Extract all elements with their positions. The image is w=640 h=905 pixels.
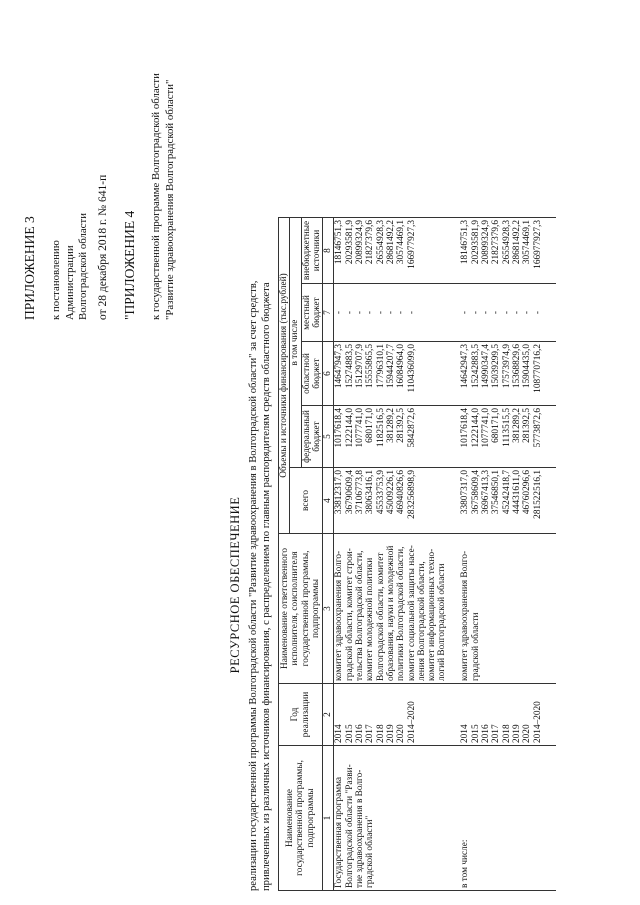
local-value: - [522, 310, 533, 315]
extra-value: 28681492,2 [385, 220, 396, 265]
executor-line: комитет молодежной политики [365, 557, 376, 681]
program-ref-line: "Развитие здравоохранения Волгоградской области" [163, 79, 176, 320]
subtitle-line: реализации государственной программы Волгоградской области "Развитие здравоохранения в Волгоградской области" за счет средств, [248, 280, 259, 891]
year-value: 2020 [522, 724, 533, 743]
executor-line: Волгоградской области, комитет [375, 552, 386, 681]
col-number: 1 [323, 746, 334, 891]
header-executor: Наименование ответственного исполнителя, соисполнителя государственной программы, подпрограммы [279, 534, 323, 684]
total-value: 37106773,8 [355, 470, 366, 515]
federal-value: 1077741,0 [481, 408, 492, 448]
year-value: 2015 [470, 724, 481, 743]
decree-reference [50, 213, 91, 320]
col-number: 8 [323, 218, 334, 284]
header-year: Год реализации [279, 684, 323, 746]
program-name-cell [452, 746, 556, 891]
col-number: 4 [323, 468, 334, 534]
header-regional: областной бюджет [301, 342, 323, 406]
extra-cell [452, 218, 556, 284]
local-value: - [365, 310, 376, 315]
total-value: 46760296,6 [522, 470, 533, 515]
extra-value: 20293581,9 [344, 220, 355, 265]
extra-value: 18146751,3 [460, 220, 471, 265]
regional-value: 14642947,3 [460, 344, 471, 389]
federal-value: 381289,2 [511, 408, 522, 443]
year-value: 2018 [501, 724, 512, 743]
executor-cell [452, 534, 556, 684]
regional-value: 108770716,2 [532, 344, 543, 393]
col-number: 6 [323, 342, 334, 406]
federal-value: 281392,5 [522, 408, 533, 443]
local-value: - [532, 310, 543, 315]
federal-value: 5773872,6 [532, 408, 543, 448]
year-value: 2019 [385, 724, 396, 743]
regional-value: 15904435,0 [522, 344, 533, 389]
federal-value: 1113515,5 [501, 408, 512, 447]
local-value: - [334, 310, 345, 315]
header-extra: внебюджетные источники [301, 218, 323, 284]
total-value: 33812317,0 [334, 470, 345, 515]
total-value: 36967413,3 [481, 470, 492, 515]
decree-date: от 28 декабря 2018 г. № 641-п [97, 174, 109, 320]
total-value: 44431611,0 [511, 470, 522, 514]
extra-cell [334, 218, 453, 284]
total-cell [334, 468, 453, 534]
total-value: 45242418,7 [501, 470, 512, 515]
year-value: 2015 [344, 724, 355, 743]
column-number-row [323, 218, 334, 891]
local-value: - [396, 310, 407, 315]
col-number: 7 [323, 284, 334, 342]
header-incl: в том числе [290, 218, 301, 468]
regional-value: 17796310,1 [375, 344, 386, 389]
header-name: Наименование государственной программы, подпрограммы [279, 746, 323, 891]
year-cell [452, 684, 556, 746]
federal-value: 1017618,4 [460, 408, 471, 448]
federal-value: 1222144,0 [470, 408, 481, 448]
executor-line: политики Волгоградской области, [396, 546, 407, 681]
document-title: РЕСУРСНОЕ ОБЕСПЕЧЕНИЕ [228, 496, 242, 674]
local-cell [452, 284, 556, 342]
local-cell [334, 284, 453, 342]
extra-value: 21827379,6 [365, 220, 376, 265]
local-value: - [344, 310, 355, 315]
program-ref-line: к государственной программе Волгоградской области [150, 73, 162, 320]
col-number: 3 [323, 534, 334, 684]
extra-value: 21827379,6 [491, 220, 502, 265]
table-row [334, 218, 453, 891]
appendix4-title: "ПРИЛОЖЕНИЕ 4 [122, 210, 137, 320]
local-value: - [355, 310, 366, 315]
header-volumes: Объемы и источники финансирования (тыс.рублей) [279, 218, 290, 534]
decree-line: Администрации [63, 245, 76, 320]
total-value: 45533753,9 [375, 470, 386, 515]
regional-value: 14647947,3 [334, 344, 345, 389]
name-line: в том числе: [460, 839, 471, 888]
name-line: Государственная программа [334, 776, 345, 888]
regional-cell [452, 342, 556, 406]
executor-line: логий Волгоградской области [437, 563, 448, 681]
federal-cell [334, 406, 453, 468]
executor-line: градской области, комитет строи- [344, 548, 355, 681]
decree-line: Волгоградской области [77, 213, 89, 320]
name-line: Волгоградской области "Разви- [344, 764, 355, 888]
name-line: тие здравоохранения в Волго- [355, 769, 366, 888]
executor-line: комитет социальной защиты насе- [406, 545, 417, 681]
regional-value: 15242883,5 [470, 344, 481, 389]
year-value: 2014–2020 [406, 701, 417, 743]
decree-line: к постановлению [50, 240, 62, 320]
local-value: - [511, 310, 522, 315]
extra-value: 18146751,3 [334, 220, 345, 265]
col-number: 5 [323, 406, 334, 468]
extra-value: 166977927,3 [406, 220, 417, 269]
local-value: - [385, 310, 396, 315]
total-value: 36758609,4 [470, 470, 481, 515]
year-value: 2020 [396, 724, 407, 743]
federal-value: 5842872,6 [406, 408, 417, 448]
col-number: 2 [323, 684, 334, 746]
appendix-title: ПРИЛОЖЕНИЕ 3 [22, 216, 37, 320]
header-total: всего [290, 468, 323, 534]
year-value: 2018 [375, 724, 386, 743]
executor-cell [334, 534, 453, 684]
federal-value: 281392,5 [396, 408, 407, 443]
local-value: - [481, 310, 492, 315]
extra-value: 166977927,3 [532, 220, 543, 269]
federal-value: 1077741,0 [355, 408, 366, 448]
year-value: 2014–2020 [532, 701, 543, 743]
program-name-cell [334, 746, 453, 891]
local-value: - [501, 310, 512, 315]
regional-value: 15274883,5 [344, 344, 355, 389]
year-value: 2016 [355, 724, 366, 743]
year-value: 2014 [460, 724, 471, 743]
year-value: 2017 [365, 724, 376, 743]
extra-value: 20293581,9 [470, 220, 481, 265]
program-reference [150, 73, 177, 320]
local-value: - [460, 310, 471, 315]
extra-value: 26554928,3 [375, 220, 386, 265]
regional-value: 15368829,6 [511, 344, 522, 389]
year-value: 2019 [511, 724, 522, 743]
extra-value: 30574469,1 [522, 220, 533, 265]
extra-value: 30574469,1 [396, 220, 407, 265]
executor-line: комитет информационных техно- [427, 548, 438, 681]
federal-value: 680171,0 [365, 408, 376, 443]
extra-value: 28681492,2 [511, 220, 522, 265]
total-value: 37546850,1 [491, 470, 502, 515]
regional-value: 14990347,4 [481, 344, 492, 389]
federal-value: 381289,2 [385, 408, 396, 443]
year-cell [334, 684, 453, 746]
local-value: - [375, 310, 386, 315]
executor-line: образования, науки и молодежной [385, 545, 396, 681]
total-value: 46940826,6 [396, 470, 407, 515]
total-value: 33807317,0 [460, 470, 471, 515]
extra-value: 20899324,9 [355, 220, 366, 265]
local-value: - [406, 310, 417, 315]
extra-value: 26554928,3 [501, 220, 512, 265]
name-line: градской области" [365, 815, 376, 888]
executor-line: тельства Волгоградской области, [355, 550, 366, 681]
regional-cell [334, 342, 453, 406]
year-value: 2016 [481, 724, 492, 743]
regional-value: 15129707,9 [355, 344, 366, 389]
regional-value: 17573974,9 [501, 344, 512, 389]
federal-value: 1017618,4 [334, 408, 345, 448]
federal-value: 680171,0 [491, 408, 502, 443]
total-value: 281522516,1 [532, 470, 543, 519]
year-value: 2014 [334, 724, 345, 743]
total-value: 283256898,9 [406, 470, 417, 519]
total-cell [452, 468, 556, 534]
executor-line: ления Волгоградской области, [416, 561, 427, 681]
total-value: 36790609,4 [344, 470, 355, 515]
year-value: 2017 [491, 724, 502, 743]
federal-value: 1182516,5 [375, 408, 386, 448]
header-local: местный бюджет [301, 284, 323, 342]
resource-table [278, 217, 556, 891]
local-value: - [491, 310, 502, 315]
executor-line: комитет здравоохранения Волго- [460, 550, 471, 681]
executor-line: комитет здравоохранения Волго- [334, 550, 345, 681]
regional-value: 15039299,5 [491, 344, 502, 389]
document-subtitle [248, 281, 273, 891]
regional-value: 15555865,5 [365, 344, 376, 389]
total-value: 45009226,1 [385, 470, 396, 515]
table-row [452, 218, 556, 891]
subtitle-line: привлеченных из различных источников финансирования, с распределением по главным распорядителям средств областного бюджета [260, 282, 272, 891]
federal-cell [452, 406, 556, 468]
regional-value: 110436099,0 [406, 344, 417, 393]
extra-value: 20899324,9 [481, 220, 492, 265]
header-federal: федеральный бюджет [301, 406, 323, 468]
federal-value: 1222144,0 [344, 408, 355, 448]
total-value: 38063416,1 [365, 470, 376, 515]
local-value: - [470, 310, 481, 315]
regional-value: 15944207,7 [385, 344, 396, 389]
executor-line: градской области [470, 612, 481, 681]
regional-value: 16084964,0 [396, 344, 407, 389]
